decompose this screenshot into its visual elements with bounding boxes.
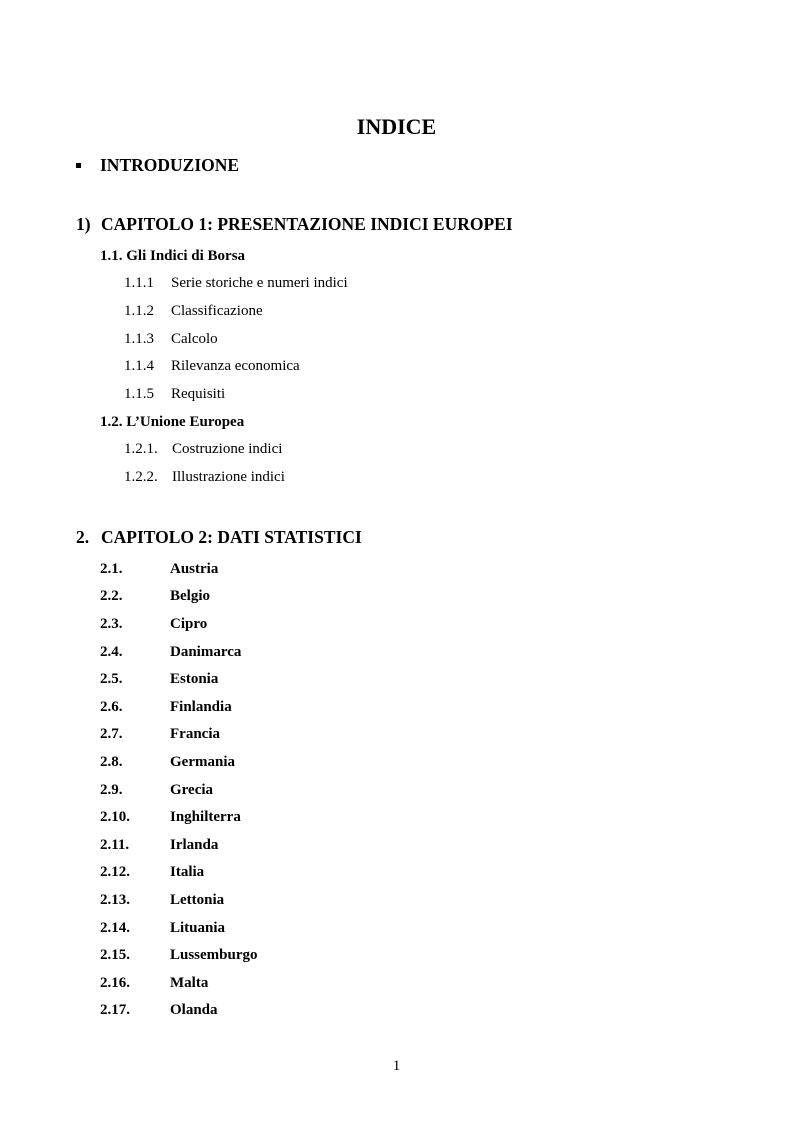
country-number: 2.7. — [100, 726, 123, 742]
country-name: Austria — [170, 561, 219, 577]
toc-item-text: Classificazione — [171, 303, 263, 319]
country-number: 2.17. — [100, 1002, 130, 1018]
country-name: Belgio — [170, 588, 210, 604]
country-number: 2.6. — [100, 699, 123, 715]
chapter-2-number: 2. — [76, 527, 90, 547]
page-title: INDICE — [356, 114, 437, 139]
country-name: Inghilterra — [170, 809, 241, 825]
chapter-2-title: CAPITOLO 2: DATI STATISTICI — [101, 527, 362, 547]
country-number: 2.12. — [100, 864, 130, 880]
toc-item-text: Rilevanza economica — [171, 358, 300, 374]
country-name: Lituania — [170, 920, 226, 936]
country-name: Cipro — [170, 616, 208, 632]
country-name: Danimarca — [170, 644, 242, 660]
toc-item-text: Calcolo — [171, 331, 218, 347]
country-name: Lussemburgo — [170, 947, 258, 963]
country-number: 2.15. — [100, 947, 130, 963]
toc-item-number: 1.1.3 — [124, 331, 154, 347]
country-name: Germania — [170, 754, 235, 770]
intro-heading: INTRODUZIONE — [100, 155, 240, 175]
toc-item-number: 1.1.2 — [124, 303, 154, 319]
country-number: 2.1. — [100, 561, 123, 577]
page-number: 1 — [392, 1058, 401, 1074]
country-number: 2.14. — [100, 920, 130, 936]
toc-item-number: 1.1.1 — [124, 275, 154, 291]
country-number: 2.5. — [100, 671, 123, 687]
toc-item-number: 1.2.2. — [124, 469, 158, 485]
toc-item-text: Illustrazione indici — [172, 469, 285, 485]
country-name: Olanda — [170, 1002, 218, 1018]
country-name: Grecia — [170, 782, 214, 798]
toc-item-text: Requisiti — [171, 386, 226, 402]
country-name: Francia — [170, 726, 220, 742]
country-number: 2.13. — [100, 892, 130, 908]
country-name: Italia — [170, 864, 205, 880]
country-number: 2.11. — [100, 837, 130, 853]
section-1-2: 1.2. L’Unione Europea — [100, 414, 245, 430]
bullet-icon — [76, 163, 81, 168]
country-number: 2.10. — [100, 809, 130, 825]
country-number: 2.3. — [100, 616, 123, 632]
toc-item-number: 1.1.5 — [124, 386, 154, 402]
chapter-1-title: CAPITOLO 1: PRESENTAZIONE INDICI EUROPEI — [101, 214, 513, 234]
country-name: Estonia — [170, 671, 219, 687]
country-number: 2.9. — [100, 782, 123, 798]
country-name: Malta — [170, 975, 209, 991]
country-name: Finlandia — [170, 699, 232, 715]
toc-item-text: Costruzione indici — [172, 441, 283, 457]
toc-item-number: 1.2.1. — [124, 441, 158, 457]
country-number: 2.8. — [100, 754, 123, 770]
country-name: Irlanda — [170, 837, 219, 853]
country-number: 2.16. — [100, 975, 130, 991]
country-number: 2.2. — [100, 588, 123, 604]
country-number: 2.4. — [100, 644, 123, 660]
toc-item-text: Serie storiche e numeri indici — [171, 275, 348, 291]
chapter-1-number: 1) — [76, 214, 91, 234]
toc-item-number: 1.1.4 — [124, 358, 154, 374]
country-name: Lettonia — [170, 892, 225, 908]
section-1-1: 1.1. Gli Indici di Borsa — [100, 248, 246, 264]
